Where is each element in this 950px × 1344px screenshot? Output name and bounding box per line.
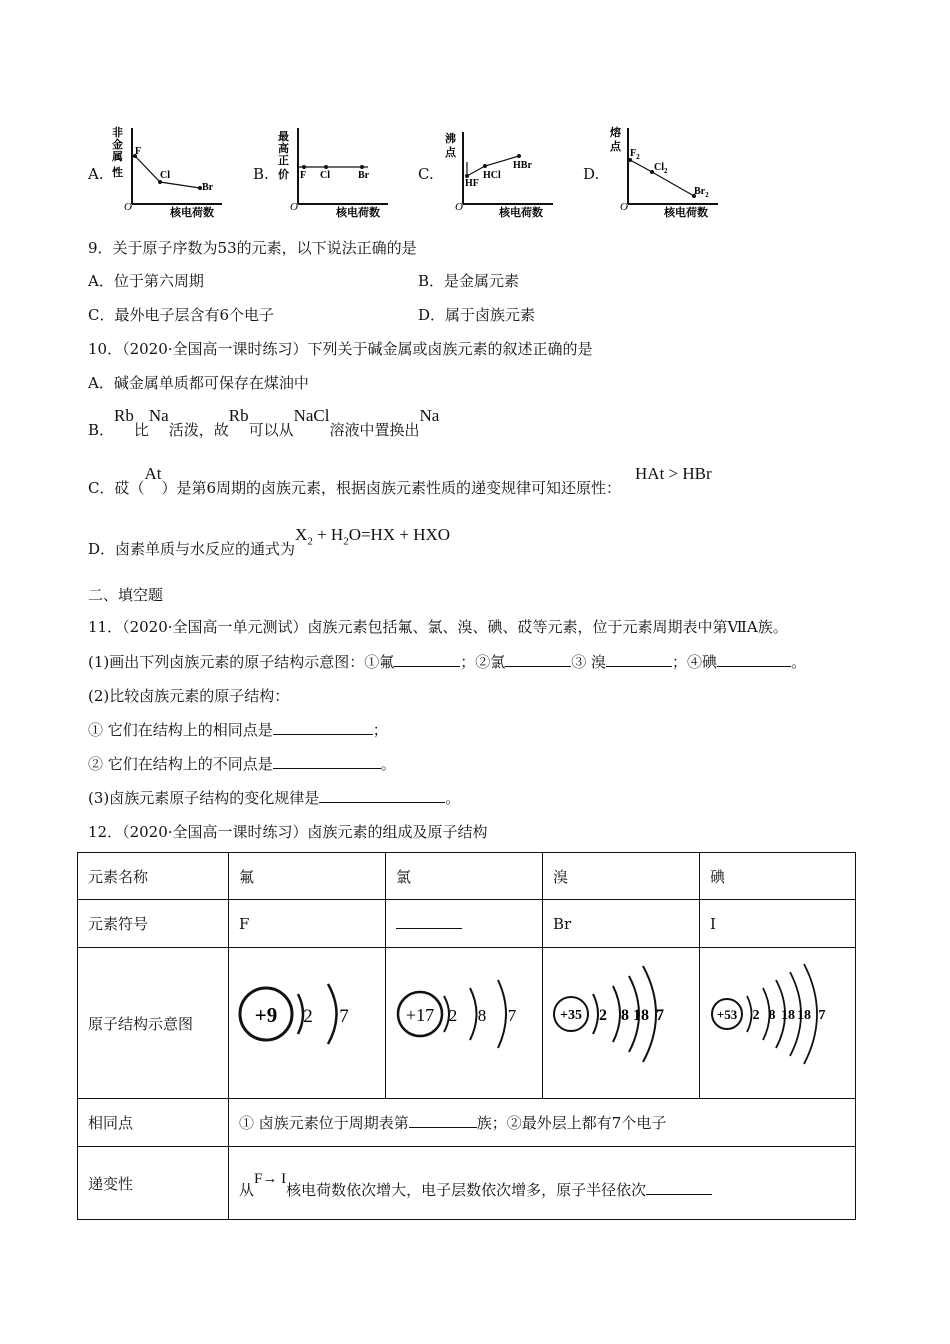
graph-c-ylabel-2: 点 [445,147,456,159]
graph-b-xlabel: 核电荷数 [336,207,380,219]
q11-part2-1: ① 它们在结构上的相同点是 ； [88,721,388,739]
q11-part2-2: ② 它们在结构上的不同点是 。 [88,755,396,773]
svg-text:7: 7 [818,1008,826,1023]
graph-c-boiling-point [443,128,563,220]
q11-part1: (1)画出下列卤族元素的原子结构示意图：①氟 ；②氯 ③ 溴 ；④碘 。 [88,653,807,671]
table-cell: 从F→ I核电荷数依次增大，电子层数依次增多，原子半径依次 [229,1147,856,1220]
graph-a-point-cl: Cl [160,170,170,181]
section-title-fill-in: 二、填空题 [88,586,164,604]
q10-option-c: C．砹（At）是第6周期的卤族元素，根据卤族元素性质的递变规律可知还原性：HAt > HBr [88,464,712,497]
table-cell: I [700,900,856,948]
table-cell: 元素名称 [78,853,229,900]
svg-text:2: 2 [303,1006,313,1027]
atom-diagram-cl [386,948,543,1099]
atom-diagram-f [229,948,386,1099]
table-cell: 氟 [229,853,386,900]
answer-blank[interactable] [409,1113,477,1128]
graph-d-point-cl: Cl [654,162,664,173]
q10-option-b: B．Rb比Na活泼，故Rb可以从NaCl溶液中置换出Na [88,406,440,439]
svg-text:8: 8 [477,1006,487,1025]
q9-stem: 9．关于原子序数为53的元素，以下说法正确的是 [88,239,417,257]
q9-option-d: D．属于卤族元素 [418,306,536,324]
svg-text:18: 18 [781,1008,795,1023]
svg-text:7: 7 [507,1006,517,1025]
table-cell: 原子结构示意图 [78,948,229,1099]
graph-b-point-f: F [300,170,307,181]
svg-text:18: 18 [633,1007,649,1024]
atom-diagram-i [700,948,856,1099]
graph-b-point-br: Br [358,170,370,181]
q10-stem: 10．（2020·全国高一课时练习）下列关于碱金属或卤族元素的叙述正确的是 [88,340,593,358]
graph-option-d-label: D. [583,165,600,183]
svg-text:7: 7 [656,1007,664,1024]
q9-option-c: C．最外电子层含有6个电子 [88,306,275,324]
graph-c-ylabel-1: 沸 [445,133,456,145]
q10-option-a: A．碱金属单质都可保存在煤油中 [88,374,309,392]
q9-option-a: A．位于第六周期 [88,272,204,290]
svg-text:7: 7 [339,1006,349,1027]
svg-text:18: 18 [797,1008,811,1023]
graph-b-point-cl: Cl [320,170,330,181]
graph-c-point-hf: HF [465,178,479,189]
graph-a-xlabel: 核电荷数 [170,207,214,219]
svg-text:+9: +9 [254,1003,278,1027]
answer-blank[interactable] [273,720,373,735]
table-cell: 递变性 [78,1147,229,1220]
graph-d-origin: O [620,201,628,213]
table-cell: 氯 [386,853,543,900]
table-cell: 溴 [543,853,700,900]
atom-diagram-br [543,948,700,1099]
q11-part2: (2)比较卤族元素的原子结构： [88,687,290,705]
table-row [78,1099,856,1147]
graph-a-ylabel-4: 性 [112,167,123,179]
answer-blank[interactable] [273,754,381,769]
graph-b-highest-valence [276,124,396,220]
table-cell: Br [543,900,700,948]
svg-text:+35: +35 [560,1008,582,1023]
graph-d-xlabel: 核电荷数 [664,207,708,219]
graph-d-ylabel-1: 熔 [610,127,621,139]
svg-text:2: 2 [752,1008,760,1023]
svg-text:2: 2 [448,1006,458,1025]
svg-text:2: 2 [599,1007,607,1024]
svg-text:F2: $F_2$ [630,148,640,161]
graph-a-ylabel-3: 属 [112,151,123,163]
graph-b-ylabel-4: 价 [278,169,289,181]
answer-blank[interactable] [717,652,791,667]
svg-text:Br2: $Br_2$ [694,186,709,199]
graph-a-point-f: F [135,146,142,157]
graph-a-origin: O [124,201,132,213]
table-row [78,853,856,900]
graph-a-ylabel-1: 非 [112,127,123,139]
graph-b-ylabel-3: 正 [278,155,289,167]
answer-blank[interactable] [394,652,460,667]
answer-blank[interactable] [505,652,571,667]
table-row [78,1147,856,1220]
graph-d-ylabel-2: 点 [610,141,621,153]
svg-text:8: 8 [621,1007,629,1024]
answer-blank[interactable] [319,788,445,803]
svg-text:+17: +17 [405,1005,435,1025]
q11-stem: 11．（2020·全国高一单元测试）卤族元素包括氟、氯、溴、碘、砹等元素，位于元素周期表中第ⅦA族。 [88,618,788,636]
table-cell: 相同点 [78,1099,229,1147]
svg-text:8: 8 [768,1008,776,1023]
q11-part3: (3)卤族元素原子结构的变化规律是 。 [88,789,461,807]
graph-c-point-hbr: HBr [513,160,532,171]
table-cell [386,900,543,948]
graph-a-ylabel-2: 金 [112,139,123,151]
graph-option-a-label: A. [88,165,104,183]
q9-option-b: B．是金属元素 [418,272,520,290]
graph-b-ylabel-1: 最 [278,131,289,143]
answer-blank[interactable] [606,652,672,667]
table-row [78,900,856,948]
q10-option-d: D．卤素单质与水反应的通式为$X_2 + H_2O=HX$ + HXO [88,525,451,558]
table-cell: F [229,900,386,948]
graph-b-origin: O [290,201,298,213]
halogen-table [77,852,856,1220]
graph-option-c-label: C. [418,165,434,183]
answer-blank[interactable] [646,1180,712,1195]
graph-b-ylabel-2: 高 [278,143,289,155]
graph-c-point-hcl: HCl [483,170,501,181]
graph-d-point-f: F [630,148,637,159]
graph-c-origin: O [455,201,463,213]
graph-a-point-br: Br [202,182,214,193]
table-row [78,948,856,1099]
svg-text:+53: +53 [716,1007,738,1022]
graph-option-b-label: B. [253,165,269,183]
table-cell: 元素符号 [78,900,229,948]
graph-a-nonmetallic [110,124,230,220]
svg-text:Cl2: $Cl_2$ [654,162,668,175]
graph-d-point-br: Br [694,186,706,197]
table-cell: ① 卤族元素位于周期表第 族；②最外层上都有7个电子 [229,1099,856,1147]
table-cell: 碘 [700,853,856,900]
graph-c-xlabel: 核电荷数 [499,207,543,219]
q12-stem: 12．（2020·全国高一课时练习）卤族元素的组成及原子结构 [88,823,488,841]
graph-d-melting-point [608,124,728,220]
answer-blank[interactable] [396,914,462,929]
